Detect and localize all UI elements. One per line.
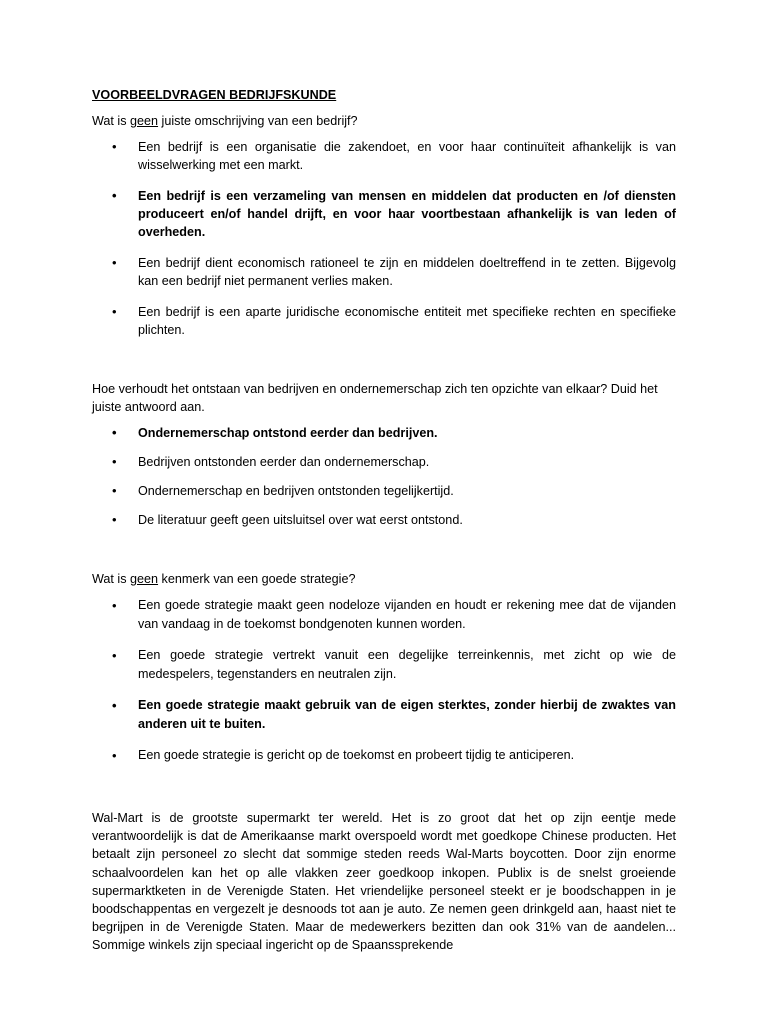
question-1-option-d: • Een bedrijf is een aparte juridische economische entiteit met specifieke rechten en specifieke plichten. [92,303,676,339]
question-2: Hoe verhoudt het ontstaan van bedrijven en ondernemerschap zich ten opzichte van elkaar? Duid het juiste antwoord aan. [92,382,658,414]
question-1-options [92,138,676,339]
question-3-option-d: • Een goede strategie is gericht op de toekomst en probeert tijdig te anticiperen. [92,746,676,765]
question-1-option-a: • Een bedrijf is een organisatie die zakendoet, en voor haar continuïteit afhankelijk is van wisselwerking met een markt. [92,138,676,174]
question-2-options [92,424,676,529]
question-3-emphasis: geen [130,572,159,586]
question-1-option-b: • Een bedrijf is een verzameling van mensen en middelen dat producten en /of diensten produceert en/of handel drijft, en voor haar voortbestaan afhankelijk is van leden of overheden. [92,187,676,241]
document-title: VOORBEELDVRAGEN BEDRIJFSKUNDE [92,88,337,102]
question-3-option-b: • Een goede strategie vertrekt vanuit een degelijke terreinkennis, met zicht op wie de medespelers, tegenstanders en neutralen zijn. [92,646,676,684]
question-3-option-c: • Een goede strategie maakt gebruik van de eigen sterktes, zonder hierbij de zwaktes van anderen uit te buiten. [92,696,676,734]
walmart-paragraph: Wal-Mart is de grootste supermarkt ter wereld. Het is zo groot dat het op zijn eentje mede verantwoordelijk is dat de Amerikaanse markt overspoeld wordt met goedkope Chinese producten. Het betaalt zijn personeel zo slecht dat sommige steden reeds Wal-Marts boycotten. Door zijn enorme schaalvoordelen kan het op alle vlakken zeer goedkoop inkopen. Publix is de snelst groeiende supermarktketen in de Verenigde Staten. Het vriendelijke personeel steekt er je boodschappen in je boodschappentas en vergezelt je desnoods tot aan je auto. Ze nemen geen drinkgeld aan, haast niet te begrijpen in de Verenigde Staten. Maar de medewerkers bezitten dan ook 31% van de aandelen... Sommige winkels zijn speciaal ingericht op de Spaanssprekende [92,811,676,953]
question-3-prefix: Wat is [92,572,131,586]
question-3-option-a: • Een goede strategie maakt geen nodeloze vijanden en houdt er rekening mee dat de vijanden van vandaag in de toekomst bondgenoten kunnen worden. [92,596,676,634]
question-2-option-b: • Bedrijven ontstonden eerder dan ondernemerschap. [92,453,676,471]
question-1-emphasis: geen [130,114,159,128]
question-3-suffix: kenmerk van een goede strategie? [158,572,356,586]
question-2-option-a: • Ondernemerschap ontstond eerder dan bedrijven. [92,424,676,442]
question-3 [92,570,676,588]
document-content [92,86,676,955]
question-1-prefix: Wat is [92,114,131,128]
question-1-option-c: • Een bedrijf dient economisch rationeel te zijn en middelen doeltreffend in te zetten. Bijgevolg kan een bedrijf niet permanent verlies maken. [92,254,676,290]
question-1 [92,112,676,130]
question-2-option-d: • De literatuur geeft geen uitsluitsel over wat eerst ontstond. [92,511,676,529]
question-2-option-c: • Ondernemerschap en bedrijven ontstonden tegelijkertijd. [92,482,676,500]
question-1-suffix: juiste omschrijving van een bedrijf? [158,114,358,128]
question-3-options [92,596,676,765]
